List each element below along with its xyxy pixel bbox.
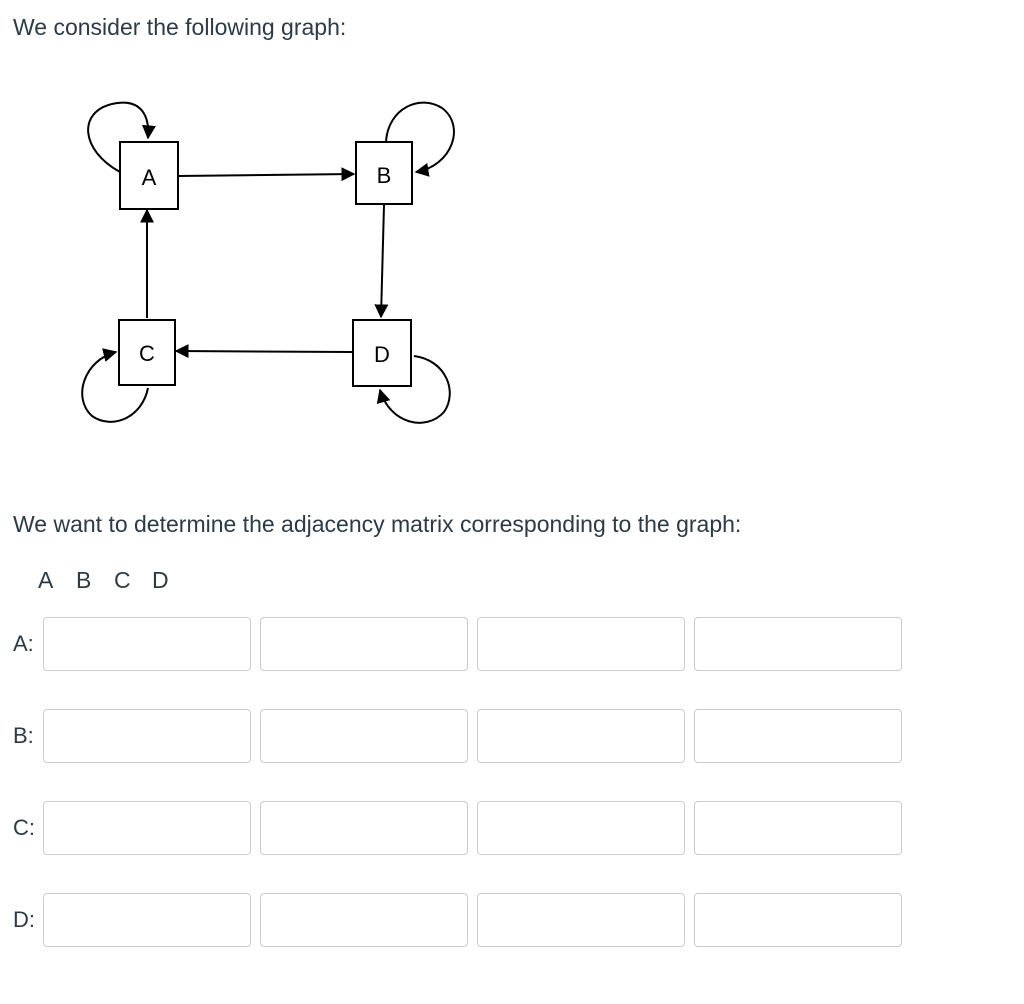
edge-d-c: [176, 351, 352, 352]
cell-b-d[interactable]: [694, 709, 902, 763]
cell-c-b[interactable]: [260, 801, 468, 855]
cell-b-b[interactable]: [260, 709, 468, 763]
column-header-b: B: [76, 567, 92, 593]
row-label-b: B:: [13, 723, 34, 748]
column-header-a: A: [38, 567, 54, 593]
svg-text:A: A: [141, 165, 157, 190]
cell-a-c[interactable]: [477, 617, 685, 671]
cell-d-a[interactable]: [43, 893, 251, 947]
matrix-row-c: [13, 801, 911, 855]
edge-a-b: [178, 174, 354, 176]
matrix-row-b: [13, 709, 911, 763]
cell-a-a[interactable]: [43, 617, 251, 671]
cell-c-a[interactable]: [43, 801, 251, 855]
matrix-column-headers: [38, 567, 190, 594]
cell-a-b[interactable]: [260, 617, 468, 671]
cell-b-c[interactable]: [477, 709, 685, 763]
cell-d-b[interactable]: [260, 893, 468, 947]
cell-c-d[interactable]: [694, 801, 902, 855]
column-header-c: C: [114, 567, 131, 593]
question-text: We want to determine the adjacency matrix corresponding to the graph:: [13, 511, 742, 537]
node-d: [353, 320, 411, 386]
node-a: [120, 142, 178, 209]
cell-a-d[interactable]: [694, 617, 902, 671]
node-b: [356, 142, 412, 204]
matrix-row-d: [13, 893, 911, 947]
cell-c-c[interactable]: [477, 801, 685, 855]
svg-text:C: C: [139, 341, 155, 366]
row-label-c: C:: [13, 815, 35, 840]
svg-text:D: D: [374, 342, 390, 367]
matrix-row-a: [13, 617, 911, 671]
cell-d-d[interactable]: [694, 893, 902, 947]
intro-text: We consider the following graph:: [13, 14, 347, 40]
cell-b-a[interactable]: [43, 709, 251, 763]
cell-d-c[interactable]: [477, 893, 685, 947]
row-label-a: A:: [13, 631, 34, 656]
row-label-d: D:: [13, 907, 35, 932]
column-header-d: D: [152, 567, 169, 593]
edge-b-d: [381, 205, 384, 317]
node-c: [119, 320, 175, 385]
svg-text:B: B: [376, 163, 392, 188]
graph-diagram: [60, 88, 480, 448]
